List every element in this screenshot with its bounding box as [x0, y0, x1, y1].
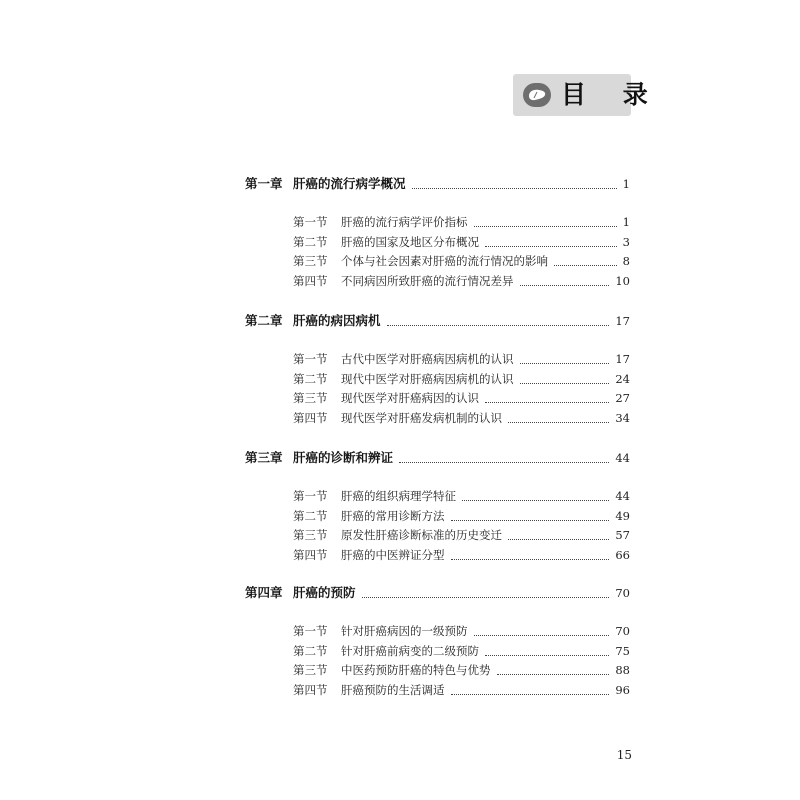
section-title: 肝癌的常用诊断方法: [341, 509, 445, 523]
dot-leader: [362, 595, 609, 598]
section-number: 第二节: [293, 509, 328, 523]
section-page-number: 1: [622, 215, 630, 229]
dot-leader: [451, 557, 609, 560]
section-page-number: 75: [615, 644, 630, 658]
section-number: 第三节: [293, 254, 328, 268]
section-title: 肝癌的组织病理学特征: [341, 489, 456, 503]
section-page-number: 34: [615, 411, 630, 425]
section-row[interactable]: [0, 621, 800, 641]
section-page-number: 17: [615, 352, 630, 366]
dot-leader: [451, 692, 609, 695]
section-page-number: 8: [622, 254, 630, 268]
chapter-row[interactable]: [0, 583, 800, 603]
section-number: 第四节: [293, 274, 328, 288]
toc-title: 目 录: [561, 80, 662, 109]
section-title: 肝癌的中医辨证分型: [341, 548, 445, 562]
section-row[interactable]: [0, 212, 800, 232]
chapter-number: 第四章: [245, 585, 283, 600]
section-number: 第一节: [293, 624, 328, 638]
section-title: 现代医学对肝癌发病机制的认识: [341, 411, 502, 425]
section-page-number: 88: [615, 663, 630, 677]
section-page-number: 10: [615, 274, 630, 288]
section-row[interactable]: [0, 251, 800, 271]
section-number: 第二节: [293, 644, 328, 658]
section-page-number: 57: [615, 528, 630, 542]
section-row[interactable]: [0, 388, 800, 408]
dot-leader: [485, 653, 609, 656]
section-row[interactable]: [0, 486, 800, 506]
section-row[interactable]: [0, 680, 800, 700]
dot-leader: [412, 186, 617, 189]
section-title: 针对肝癌病因的一级预防: [341, 624, 468, 638]
chapter-number: 第三章: [245, 450, 283, 465]
section-title: 现代医学对肝癌病因的认识: [341, 391, 479, 405]
chapter-page-number: 70: [615, 586, 630, 600]
section-number: 第二节: [293, 372, 328, 386]
section-title: 现代中医学对肝癌病因病机的认识: [341, 372, 514, 386]
dot-leader: [462, 498, 609, 501]
section-page-number: 66: [615, 548, 630, 562]
chapter-number: 第一章: [245, 176, 283, 191]
section-title: 肝癌预防的生活调适: [341, 683, 445, 697]
section-row[interactable]: [0, 232, 800, 252]
section-number: 第四节: [293, 683, 328, 697]
dot-leader: [474, 224, 617, 227]
dot-leader: [399, 460, 609, 463]
dot-leader: [451, 518, 609, 521]
section-page-number: 49: [615, 509, 630, 523]
chapter-row[interactable]: [0, 174, 800, 194]
section-number: 第一节: [293, 489, 328, 503]
dot-leader: [508, 537, 609, 540]
section-number: 第三节: [293, 528, 328, 542]
section-row[interactable]: [0, 525, 800, 545]
chapter-page-number: 17: [615, 314, 630, 328]
page-number: 15: [616, 748, 632, 762]
section-title: 肝癌的国家及地区分布概况: [341, 235, 479, 249]
section-number: 第三节: [293, 663, 328, 677]
section-row[interactable]: [0, 369, 800, 389]
section-page-number: 27: [615, 391, 630, 405]
chapter-title: 肝癌的病因病机: [293, 313, 381, 328]
dot-leader: [520, 361, 609, 364]
section-title: 不同病因所致肝癌的流行情况差异: [341, 274, 514, 288]
section-page-number: 70: [615, 624, 630, 638]
section-number: 第四节: [293, 411, 328, 425]
section-number: 第二节: [293, 235, 328, 249]
dot-leader: [554, 263, 617, 266]
dot-leader: [474, 633, 609, 636]
section-title: 中医药预防肝癌的特色与优势: [341, 663, 491, 677]
dot-leader: [520, 283, 609, 286]
section-number: 第四节: [293, 548, 328, 562]
dot-leader: [508, 420, 609, 423]
section-number: 第一节: [293, 352, 328, 366]
dot-leader: [485, 244, 617, 247]
chapter-row[interactable]: [0, 311, 800, 331]
chapter-title: 肝癌的流行病学概况: [293, 176, 406, 191]
chapter-number: 第二章: [245, 313, 283, 328]
section-title: 古代中医学对肝癌病因病机的认识: [341, 352, 514, 366]
chapter-title: 肝癌的诊断和辨证: [293, 450, 394, 465]
chapter-title: 肝癌的预防: [293, 585, 356, 600]
section-page-number: 96: [615, 683, 630, 697]
section-row[interactable]: [0, 349, 800, 369]
section-title: 肝癌的流行病学评价指标: [341, 215, 468, 229]
section-row[interactable]: [0, 641, 800, 661]
chapter-page-number: 44: [615, 451, 630, 465]
section-page-number: 24: [615, 372, 630, 386]
chapter-row[interactable]: [0, 448, 800, 468]
section-number: 第三节: [293, 391, 328, 405]
section-number: 第一节: [293, 215, 328, 229]
section-row[interactable]: [0, 545, 800, 565]
section-row[interactable]: [0, 408, 800, 428]
section-title: 针对肝癌前病变的二级预防: [341, 644, 479, 658]
section-title: 个体与社会因素对肝癌的流行情况的影响: [341, 254, 548, 268]
dot-leader: [497, 672, 609, 675]
section-title: 原发性肝癌诊断标准的历史变迁: [341, 528, 502, 542]
section-page-number: 44: [615, 489, 630, 503]
dot-leader: [387, 323, 609, 326]
dot-leader: [520, 381, 609, 384]
section-row[interactable]: [0, 271, 800, 291]
chapter-page-number: 1: [622, 177, 630, 191]
section-row[interactable]: [0, 660, 800, 680]
dot-leader: [485, 400, 609, 403]
section-row[interactable]: [0, 506, 800, 526]
section-page-number: 3: [622, 235, 630, 249]
